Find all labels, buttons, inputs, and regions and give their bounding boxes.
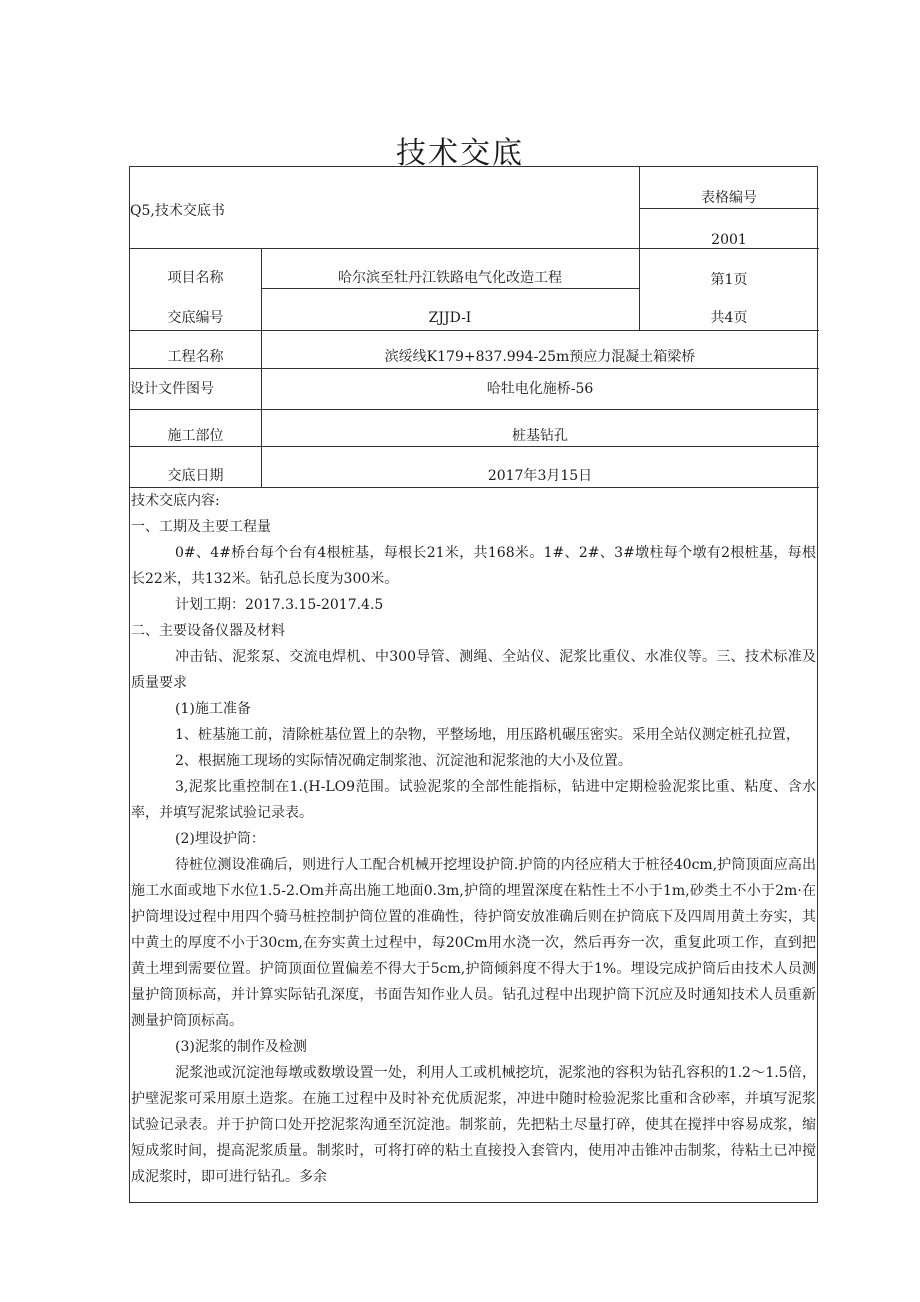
grid-line bbox=[130, 446, 819, 447]
paragraph: 2、根据施工现场的实际情况确定制浆池、沉淀池和泥浆池的大小及位置。 bbox=[175, 753, 632, 769]
section-title: 二、主要设备仪器及材料 bbox=[131, 623, 285, 639]
grid-line bbox=[261, 288, 639, 289]
grid-line bbox=[130, 409, 819, 410]
page-total: 共4页 bbox=[710, 310, 748, 326]
construction-part-label: 施工部位 bbox=[167, 428, 224, 444]
work-name-value: 滨绥线K179+837.994-25m预应力混凝土箱梁桥 bbox=[384, 349, 696, 365]
paragraph: 0#、4#桥台每个台有4根桩基，每根长21米，共168米。1#、2#、3#墩柱每个墩有2根桩基，每根长22米，共132米。钻孔总长度为300米。 bbox=[131, 545, 816, 587]
design-doc-label: 设计文件图号 bbox=[130, 381, 214, 397]
form-number-value: 2001 bbox=[711, 232, 747, 248]
section-title: 一、工期及主要工程量 bbox=[131, 519, 271, 535]
document-title: 技术交底 bbox=[396, 136, 524, 171]
design-doc-value: 哈牡电化施桥-56 bbox=[486, 381, 594, 397]
subsection-title: (1)施工准备 bbox=[175, 701, 251, 717]
form-header-label: Q5,技术交底书 bbox=[130, 203, 225, 219]
paragraph: 3,泥浆比重控制在1.(H-LO9范围。试验泥浆的全部性能指标，钻进中定期检验泥浆比重、粘度、含水率，并填写泥浆试验记录表。 bbox=[131, 779, 816, 821]
disclosure-content bbox=[131, 488, 816, 1190]
paragraph: 冲击钻、泥浆泵、交流电焊机、中300导管、测绳、全站仪、泥浆比重仪、水准仪等。三、技术标准及质量要求 bbox=[131, 649, 816, 691]
paragraph: 1、桩基施工前，清除桩基位置上的杂物，平整场地，用压路机碾压密实。采用全站仪测定桩孔拉置， bbox=[175, 727, 800, 743]
project-name-value: 哈尔滨至牡丹江铁路电气化改造工程 bbox=[338, 270, 562, 286]
subsection-title: (3)泥浆的制作及检测 bbox=[175, 1039, 307, 1055]
work-name-label: 工程名称 bbox=[167, 349, 224, 365]
grid-line bbox=[130, 368, 819, 369]
disclosure-date-value: 2017年3月15日 bbox=[487, 468, 593, 484]
disclosure-no-label: 交底编号 bbox=[167, 310, 224, 326]
disclosure-no-value: ZJJD-I bbox=[428, 310, 472, 326]
grid-line bbox=[130, 330, 819, 331]
project-name-label: 项目名称 bbox=[167, 270, 224, 286]
grid-line bbox=[639, 208, 819, 209]
paragraph: 泥浆池或沉淀池每墩或数墩设置一处，利用人工或机械挖坑，泥浆池的容积为钻孔容积的1.2～1.5倍，护壁泥浆可采用原土造浆。在施工过程中及时补充优质泥浆，冲进中随时检验泥浆比重和含砂率，并填写泥浆试验记录表。并于护筒口处开挖泥浆沟通至沉淀池。制浆前，先把粘土尽量打碎，使其在搅拌中容易成浆，缩短成浆时间，提高泥浆质量。制浆时，可将打碎的粘土直接投入套管内，使用冲击锥冲击制浆，待粘土已冲搅成泥浆时，即可进行钻孔。多余 bbox=[131, 1065, 816, 1185]
page-number: 第1页 bbox=[710, 272, 748, 288]
content-intro: 技术交底内容: bbox=[131, 493, 220, 509]
form-number-label: 表格编号 bbox=[701, 190, 757, 206]
construction-part-value: 桩基钻孔 bbox=[512, 428, 568, 444]
paragraph: 计划工期：2017.3.15-2017.4.5 bbox=[175, 597, 384, 613]
subsection-title: (2)埋设护筒： bbox=[175, 831, 265, 847]
disclosure-date-label: 交底日期 bbox=[167, 468, 224, 484]
paragraph: 待桩位测设准确后，则进行人工配合机械开挖埋设护筒.护筒的内径应稍大于桩径40cm,护筒顶面应高出施工水面或地下水位1.5-2.Om并高出施工地面0.3m,护筒的埋置深度在粘性土不小于1m,砂类土不小于2m·在护筒埋设过程中用四个骑马桩控制护筒位置的准确性，待护筒安放准确后则在护筒底下及四周用黄土夯实，其中黄土的厚度不小于30cm,在夯实黄土过程中，每20Cm用水浇一次，然后再夯一次，重复此项工作，直到把黄土埋到需要位置。护筒顶面位置偏差不得大于5cm,护筒倾斜度不得大于1%。埋设完成护筒后由技术人员测量护筒顶标高，并计算实际钻孔深度，书面告知作业人员。钻孔过程中出现护筒下沉应及时通知技术人员重新测量护筒顶标高。 bbox=[131, 857, 816, 1029]
